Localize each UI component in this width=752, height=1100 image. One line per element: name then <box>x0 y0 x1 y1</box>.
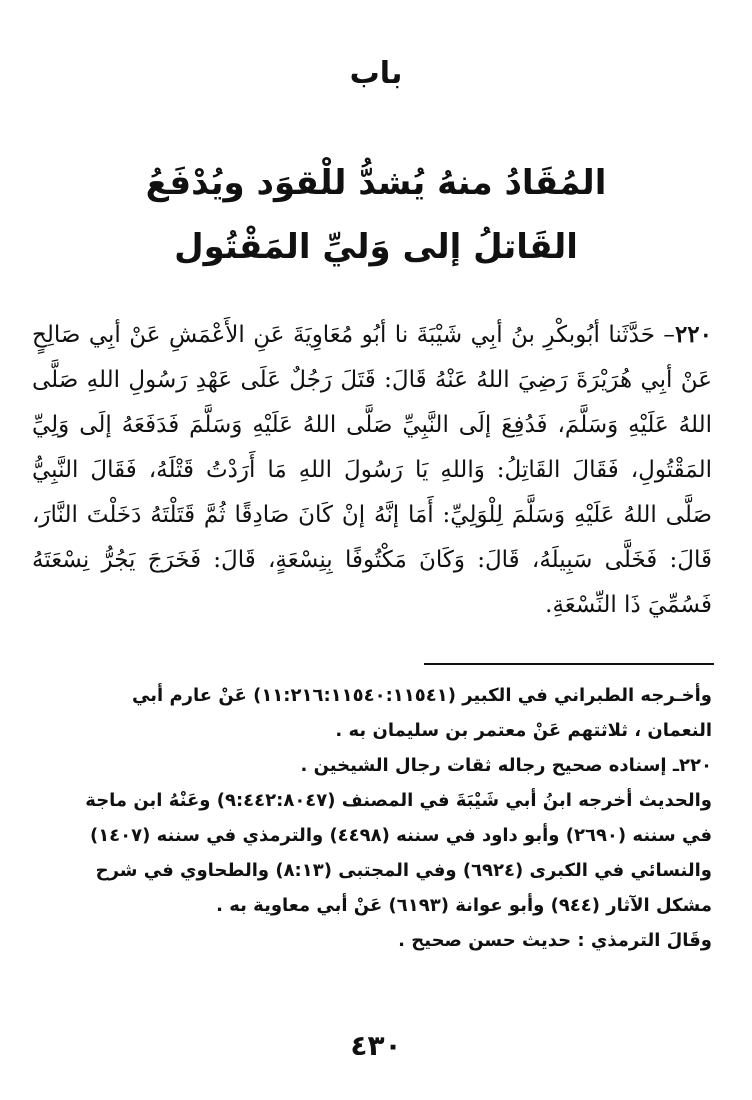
footnote-line: ٢٢٠ـ إسناده صحيح رجاله ثقات رجال الشيخين . <box>300 755 712 776</box>
chapter-title-line-1: المُقَادُ منهُ يُشدُّ للْقوَد ويُدْفَعُ <box>145 163 607 203</box>
footnote-divider <box>424 663 714 665</box>
chapter-label: باب <box>349 56 403 91</box>
footnote-line: وأخـرجه الطبراني في الكبير (١١:٢١٦:١١٥٤٠:١١٥٤١) عَنْ عارم أبي <box>132 685 712 706</box>
footnote-line: والحديث أخرجه ابنُ أبي شَيْبَةَ في المصنف (٩:٤٤٢:٨٠٤٧) وعَنْهُ ابن ماجة <box>85 790 712 811</box>
footnote-line: في سننه (٢٦٩٠) وأبو داود في سننه (٤٤٩٨) والترمذي في سننه (١٤٠٧) <box>89 825 712 846</box>
footnote-line: وقَالَ الترمذي : حديث حسن صحيح . <box>398 930 712 951</box>
footnote-line: النعمان ، ثلاثتهم عَنْ معتمر بن سليمان به . <box>335 720 712 741</box>
footnotes-block <box>32 678 712 958</box>
page-number: ٤٣٠ <box>350 1029 402 1062</box>
hadith-number: ٢٢٠ <box>674 321 712 348</box>
footnote-line: مشكل الآثار (٩٤٤) وأبو عوانة (٦١٩٣) عَنْ أبي معاوية به . <box>216 895 712 916</box>
hadith-body: – حَدَّثَنا أبُوبكْرِ بنُ أبِي شَيْبَةَ نا أبُو مُعَاوِيَةَ عَنِ الأَعْمَشِ عَنْ أبِي صَالِحٍ عَنْ أبِي هُرَيْرَةَ رَضِيَ اللهُ عَنْهُ قَالَ: قَتَلَ رَجُلٌ عَلَى عَهْدِ رَسُولِ اللهِ صَلَّى اللهُ عَلَيْهِ وَسَلَّمَ، فَدُفِعَ إلَى النَّبِيِّ صَلَّى اللهُ عَلَيْهِ وَسَلَّمَ فَدَفَعَهُ إلَى وَلِيِّ المَقْتُولِ، فَقَالَ القَاتِلُ: وَاللهِ يَا رَسُولَ اللهِ مَا أَرَدْتُ قَتْلَهُ، فَقَالَ النَّبِيُّ صَلَّى اللهُ عَلَيْهِ وَسَلَّمَ لِلْوَلِيِّ: أَمَا إنَّهُ إنْ كَانَ صَادِقًا ثُمَّ قَتَلْتَهُ دَخَلْتَ النَّارَ، قَالَ: فَخَلَّى سَبِيلَهُ، قَالَ: وَكَانَ مَكْتُوفًا بِنِسْعَةٍ، قَالَ: فَخَرَجَ يَجُرُّ نِسْعَتَهُ فَسُمِّيَ ذَا النِّسْعَةِ. <box>32 322 712 618</box>
hadith-text-block <box>32 312 712 628</box>
chapter-title-line-2: القَاتلُ إلى وَليِّ المَقْتُول <box>174 227 578 267</box>
footnote-line: والنسائي في الكبرى (٦٩٢٤) وفي المجتبى (٨:١٣) والطحاوي في شرح <box>95 860 712 881</box>
